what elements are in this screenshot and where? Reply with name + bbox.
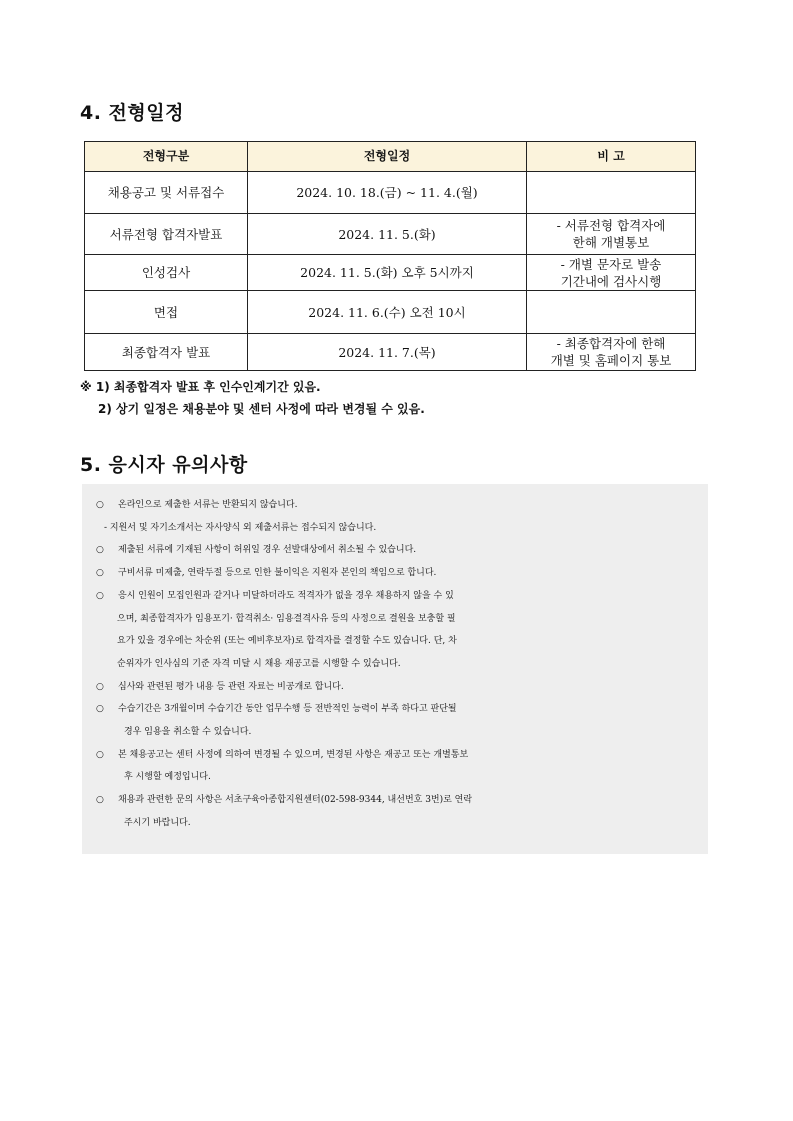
bullet-circle-icon: ○ [96, 704, 104, 715]
bullet-circle-icon: ○ [96, 681, 104, 692]
row-schedule: 2024. 11. 5.(화) [248, 214, 527, 255]
list-sub-item: - 지원서 및 자기소개서는 자사양식 외 제출서류는 접수되지 않습니다. [104, 522, 377, 533]
header-category: 전형구분 [85, 142, 248, 172]
row-remark [527, 334, 696, 371]
list-item [82, 698, 708, 721]
remark-line: - 서류전형 합격자에 [556, 218, 666, 233]
bullet-circle-icon: ○ [96, 795, 104, 806]
list-item [82, 539, 708, 562]
section-5-title: 5. 응시자 유의사항 [80, 454, 248, 476]
list-item [82, 676, 708, 699]
list-item-continuation: 주시기 바랍니다. [124, 817, 191, 828]
list-item [82, 494, 708, 517]
row-remark [527, 291, 696, 334]
remark-line: - 최종합격자에 한해 [556, 336, 666, 351]
row-remark [527, 214, 696, 255]
schedule-table [84, 141, 696, 371]
list-item [82, 562, 708, 585]
section-4-title: 4. 전형일정 [80, 102, 184, 124]
list-item [82, 744, 708, 767]
bullet-circle-icon: ○ [96, 545, 104, 556]
list-item-text: 수습기간은 3개월이며 수습기간 동안 업무수행 등 전반적인 능력이 부족 하다고 판단될 [118, 704, 457, 715]
header-remark: 비 고 [527, 142, 696, 172]
list-item-continuation: 순위자가 인사심의 기준 자격 미달 시 채용 재공고를 시행할 수 있습니다. [117, 658, 401, 669]
list-item-text: 본 채용공고는 센터 사정에 의하여 변경될 수 있으며, 변경된 사항은 재공고 또는 개별통보 [118, 749, 469, 760]
table-row [85, 255, 696, 291]
bullet-circle-icon: ○ [96, 500, 104, 510]
table-header-row [85, 142, 696, 172]
row-category: 면접 [85, 291, 248, 334]
cautions-box [82, 484, 708, 854]
schedule-notes [80, 376, 720, 420]
row-category: 인성검사 [85, 255, 248, 291]
list-item-text: 구비서류 미제출, 연락두절 등으로 인한 불이익은 지원자 본인의 책임으로 합니다. [118, 568, 437, 579]
list-item-continuation: 요가 있을 경우에는 차순위 (또는 예비후보자)로 합격자를 결정할 수도 있습니다. 단, 차 [117, 636, 457, 647]
list-item-continuation: 경우 임용을 취소할 수 있습니다. [124, 727, 252, 738]
row-category: 최종합격자 발표 [85, 334, 248, 371]
remark-line: 개별 및 홈페이지 통보 [550, 353, 672, 368]
row-schedule: 2024. 11. 6.(수) 오전 10시 [248, 291, 527, 334]
row-schedule: 2024. 11. 5.(화) 오후 5시까지 [248, 255, 527, 291]
list-item-text: 채용과 관련한 문의 사항은 서초구육아종합지원센터(02-598-9344, 내선번호 3번)로 연락 [118, 795, 473, 806]
table-row [85, 334, 696, 371]
row-remark [527, 255, 696, 291]
bullet-circle-icon: ○ [96, 590, 104, 601]
list-item-text: 응시 인원이 모집인원과 같거나 미달하더라도 적격자가 없을 경우 채용하지 않을 수 있 [118, 590, 454, 601]
remark-line: 기간내에 검사시행 [560, 273, 662, 289]
table-row [85, 291, 696, 334]
table-row [85, 214, 696, 255]
list-item-text: 온라인으로 제출한 서류는 반환되지 않습니다. [118, 500, 298, 510]
bullet-circle-icon: ○ [96, 749, 104, 760]
row-category: 채용공고 및 서류접수 [85, 172, 248, 214]
header-schedule: 전형일정 [248, 142, 527, 172]
bullet-circle-icon: ○ [96, 568, 104, 579]
list-item-text: 제출된 서류에 기재된 사항이 허위일 경우 선발대상에서 취소될 수 있습니다. [118, 545, 417, 556]
list-item [82, 585, 708, 608]
row-schedule: 2024. 10. 18.(금) ~ 11. 4.(월) [248, 172, 527, 214]
note-line-1: ※ 1) 최종합격자 발표 후 인수인계기간 있음. [80, 380, 321, 394]
row-category: 서류전형 합격자발표 [85, 214, 248, 255]
note-line-2: 2) 상기 일정은 채용분야 및 센터 사정에 따라 변경될 수 있음. [98, 402, 425, 416]
remark-line: 한해 개별통보 [572, 235, 650, 250]
list-item-continuation: 으며, 최종합격자가 임용포기· 합격취소· 임용결격사유 등의 사정으로 결원을 보충할 필 [117, 613, 456, 624]
row-schedule: 2024. 11. 7.(목) [248, 334, 527, 371]
row-remark [527, 172, 696, 214]
remark-line: - 개별 문자로 발송 [560, 256, 662, 272]
table-row [85, 172, 696, 214]
list-item-text: 심사와 관련된 평가 내용 등 관련 자료는 비공개로 합니다. [118, 681, 344, 692]
list-item [82, 789, 708, 812]
list-item-continuation: 후 시행할 예정입니다. [124, 772, 211, 783]
